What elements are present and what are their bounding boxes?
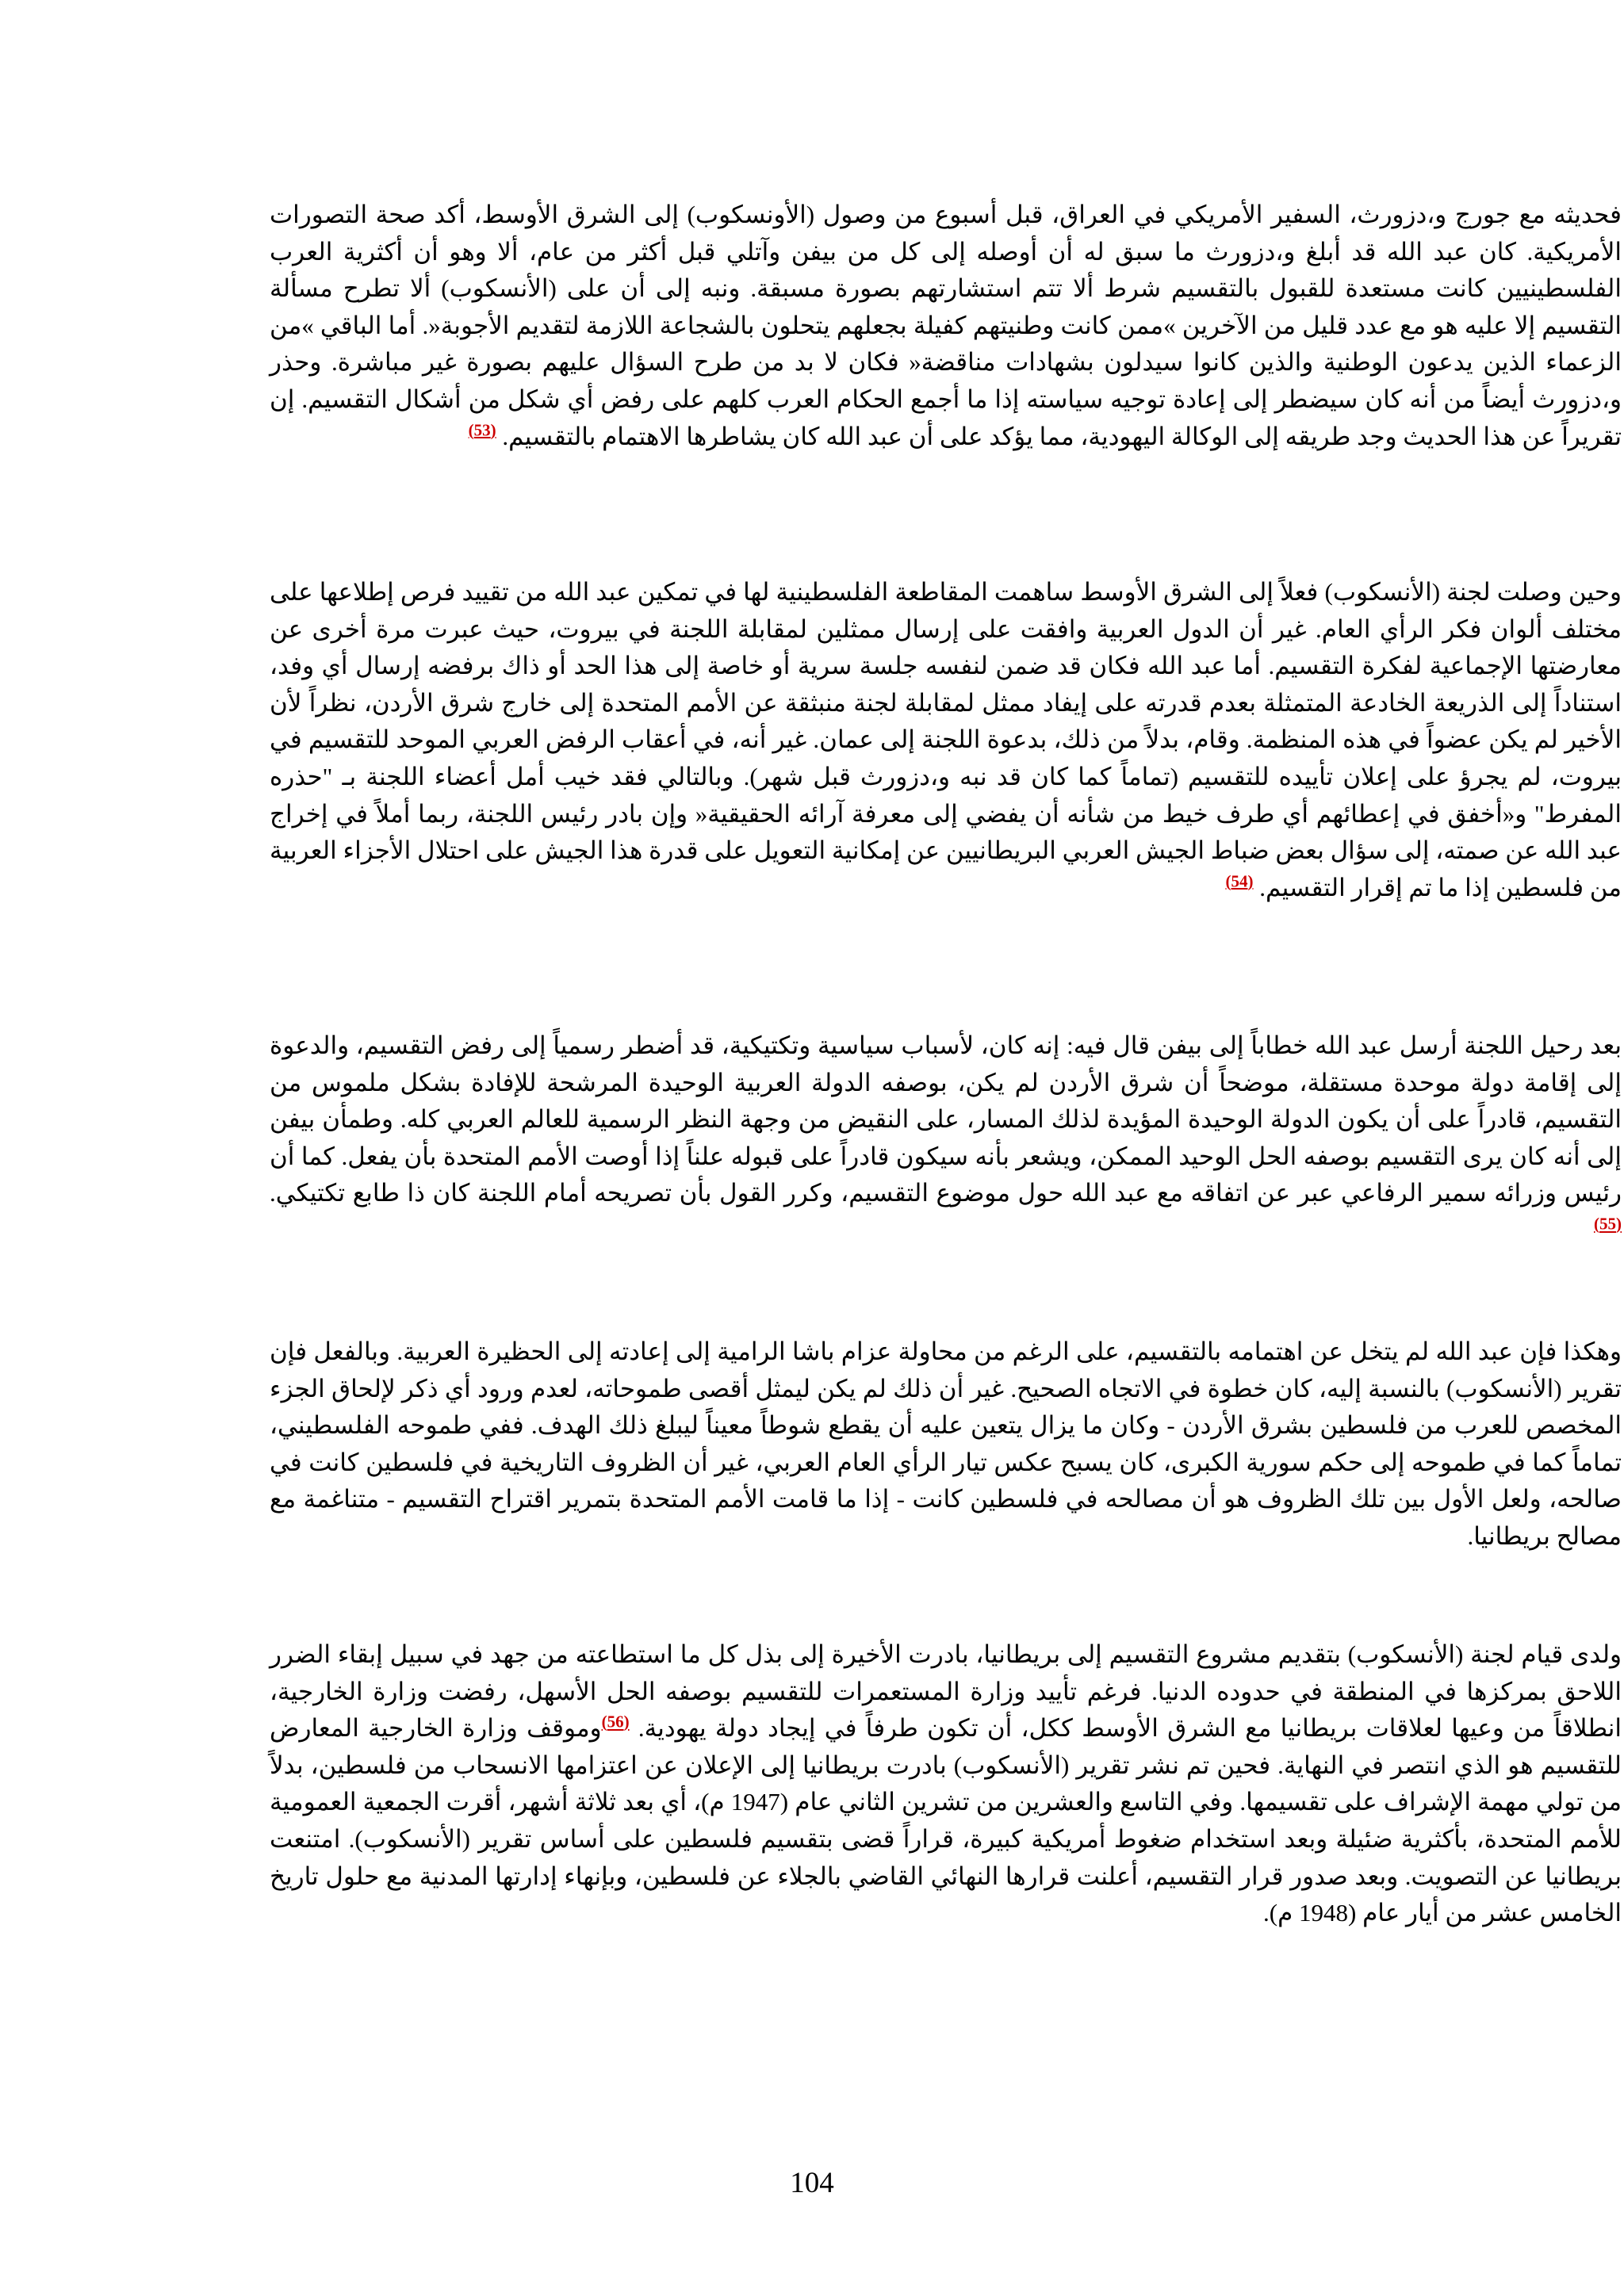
paragraph-4 xyxy=(270,1334,1622,1556)
paragraph-1 xyxy=(270,197,1622,455)
paragraph-4-text: وهكذا فإن عبد الله لم يتخل عن اهتمامه بالتقسيم، على الرغم من محاولة عزام باشا الرامية إلى إعادته إلى الحظيرة العربية. وبالفعل فإن تقرير (الأنسكوب) بالنسبة إليه، كان خطوة في الاتجاه الصحيح. غير أن ذلك لم يكن ليمثل أقصى طموحاته، لعدم ورود أي ذكر لإلحاق الجزء المخصص للعرب من فلسطين بشرق الأردن - وكان ما يزال يتعين عليه أن يقطع شوطاً معيناً ليبلغ ذلك الهدف. ففي طموحه الفلسطيني، تماماً كما في طموحه إلى حكم سورية الكبرى، كان يسبح عكس تيار الرأي العام العربي، غير أن الظروف التاريخية في فلسطين كانت في صالحه، ولعل الأول بين تلك الظروف هو أن مصالحه في فلسطين كانت - إذا ما قامت الأمم المتحدة بتمرير اقتراح التقسيم - متناغمة مع مصالح بريطانيا. xyxy=(270,1337,1622,1550)
footnote-56-link[interactable]: (56) xyxy=(601,1712,630,1732)
paragraph-1-text: فحديثه مع جورج و،دزورث، السفير الأمريكي في العراق، قبل أسبوع من وصول (الأونسكوب) إلى الشرق الأوسط، أكد صحة التصورات الأمريكية. كان عبد الله قد أبلغ و،دزورث ما سبق له أن أوصله إلى كل من بيفن وآتلي قبل أكثر من عام، ألا وهو أن أكثرية العرب الفلسطينيين كانت مستعدة للقبول بالتقسيم شرط ألا تتم استشارتهم بصورة مسبقة. ونبه إلى أن على (الأنسكوب) ألا تطرح مسألة التقسيم إلا عليه هو مع عدد قليل من الآخرين »ممن كانت وطنيتهم كفيلة بجعلهم يتحلون بالشجاعة اللازمة لتقديم الأجوبة«. أما الباقي »من الزعماء الذين يدعون الوطنية والذين كانوا سيدلون بشهادات مناقضة« فكان لا بد من طرح السؤال عليهم بصورة غير مباشرة. وحذر و،دزورث أيضاً من أنه كان سيضطر إلى إعادة توجيه سياسته إذا ما أجمع الحكام العرب كلهم على رفض أي شكل من أشكال التقسيم. إن تقريراً عن هذا الحديث وجد طريقه إلى الوكالة اليهودية، مما يؤكد على أن عبد الله كان يشاطرها الاهتمام بالتقسيم. xyxy=(270,201,1622,450)
footnote-55-link[interactable]: (55) xyxy=(1594,1214,1622,1234)
paragraph-2 xyxy=(270,574,1622,906)
paragraph-2-text: وحين وصلت لجنة (الأنسكوب) فعلاً إلى الشرق الأوسط ساهمت المقاطعة الفلسطينية لها في تمكين عبد الله من تقييد فرص إطلاعها على مختلف ألوان فكر الرأي العام. غير أن الدول العربية وافقت على إرسال ممثلين لمقابلة اللجنة في بيروت، حيث عبرت مرة أخرى عن معارضتها الإجماعية لفكرة التقسيم. أما عبد الله فكان قد ضمن لنفسه جلسة سرية أو خاصة إلى هذا الحد أو ذاك برفضه إرسال أي وفد، استناداً إلى الذريعة الخادعة المتمثلة بعدم قدرته على إيفاد ممثل لمقابلة لجنة منبثقة عن الأمم المتحدة إلى خارج شرق الأردن، نظراً لأن الأخير لم يكن عضواً في هذه المنظمة. وقام، بدلاً من ذلك، بدعوة اللجنة إلى عمان. غير أنه، في أعقاب الرفض العربي الموحد للتقسيم في بيروت، لم يجرؤ على إعلان تأييده للتقسيم (تماماً كما كان قد نبه و،دزورث قبل شهر). وبالتالي فقد خيب أمل أعضاء اللجنة بـ "حذره المفرط" و«أخفق في إعطائهم أي طرف خيط من شأنه أن يفضي إلى معرفة آرائه الحقيقية« وإن بادر رئيس اللجنة، ربما أملاً في إخراج عبد الله عن صمته، إلى سؤال بعض ضباط الجيش العربي البريطانيين عن إمكانية التعويل على قدرة هذا الجيش على احتلال الأجزاء العربية من فلسطين إذا ما تم إقرار التقسيم. xyxy=(270,578,1622,901)
paragraph-5 xyxy=(270,1636,1622,1932)
footnote-54-link[interactable]: (54) xyxy=(1225,871,1254,891)
page-number: 104 xyxy=(790,2167,834,2199)
footnote-53-link[interactable]: (53) xyxy=(468,420,496,440)
paragraph-5-text-after: وموقف وزارة الخارجية المعارض للتقسيم هو الذي انتصر في النهاية. فحين تم نشر تقرير (الأنسكوب) بادرت بريطانيا إلى الإعلان عن اعتزامها الانسحاب من فلسطين، بدلاً من تولي مهمة الإشراف على تقسيمها. وفي التاسع والعشرين من تشرين الثاني عام (1947 م)، أي بعد ثلاثة أشهر، أقرت الجمعية العمومية للأمم المتحدة، بأكثرية ضئيلة وبعد استخدام ضغوط أمريكية كبيرة، قراراً قضى بتقسيم فلسطين على أساس تقرير (الأنسكوب). امتنعت بريطانيا عن التصويت. وبعد صدور قرار التقسيم، أعلنت قرارها النهائي القاضي بالجلاء عن فلسطين، وبإنهاء إدارتها المدنية مع حلول تاريخ الخامس عشر من أيار عام (1948 م). xyxy=(270,1714,1622,1927)
paragraph-3 xyxy=(270,1027,1622,1249)
paragraph-5-text-before: ولدى قيام لجنة (الأنسكوب) بتقديم مشروع التقسيم إلى بريطانيا، بادرت الأخيرة إلى بذل كل ما استطاعته من جهد في سبيل إبقاء الضرر اللاحق بمركزها في المنطقة في حدوده الدنيا. فرغم تأييد وزارة المستعمرات للتقسيم بوصفه الحل الأسهل، رفضت وزارة الخارجية، انطلاقاً من وعيها لعلاقات بريطانيا مع الشرق الأوسط ككل، أن تكون طرفاً في إيجاد دولة يهودية. xyxy=(270,1640,1622,1743)
paragraph-3-text: بعد رحيل اللجنة أرسل عبد الله خطاباً إلى بيفن قال فيه: إنه كان، لأسباب سياسية وتكتيكية، قد أضطر رسمياً إلى رفض التقسيم، والدعوة إلى إقامة دولة موحدة مستقلة، موضحاً أن شرق الأردن لم يكن، بوصفه الدولة العربية الوحيدة المرشحة للإفادة بشكل ملموس من التقسيم، قادراً على أن يكون الدولة الوحيدة المؤيدة لذلك المسار، على النقيض من وجهة النظر الرسمية للعالم العربي كله. وطمأن بيفن إلى أنه كان يرى التقسيم بوصفه الحل الوحيد الممكن، ويشعر بأنه سيكون قادراً على قبوله علناً إذا أوصت الأمم المتحدة بأن يفعل. كما أن رئيس وزرائه سمير الرفاعي عبر عن اتفاقه مع عبد الله حول موضوع التقسيم، وكرر القول بأن تصريحه أمام اللجنة كان ذا طابع تكتيكي. xyxy=(270,1031,1622,1207)
